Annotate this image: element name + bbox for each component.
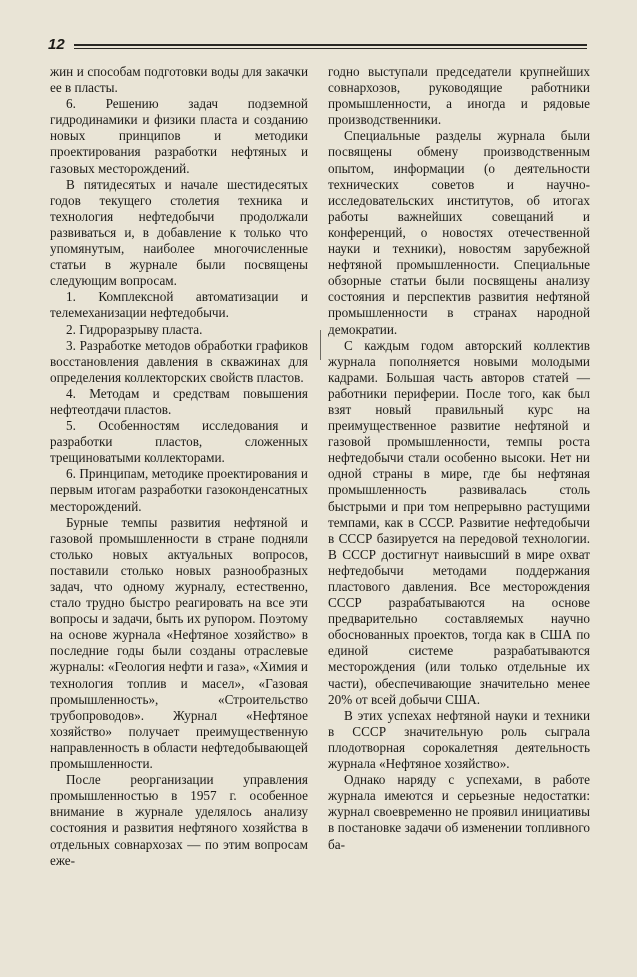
paragraph: Бурные темпы развития нефтяной и газовой промышленности в стране подняли столько новых актуальных вопросов, поставили столько новых разнообразных задач, что одному журналу, естественно, стало трудно быстро реагировать на все эти вопросы и задачи, быть их рупором. Поэтому на основе журнала «Нефтяное хозяйство» в последние годы были созданы отраслевые журналы: «Геология нефти и газа», «Химия и технология топлив и масел», «Газовая промышленность», «Строительство трубопроводов». Журнал «Нефтяное хозяйство» получает преимущественную направленность в области нефтедобывающей промышленности. [50, 514, 308, 772]
paragraph: 6. Решению задач подземной гидродинамики и физики пласта и созданию новых принципов и методики проектирования разработки нефтяных и газовых месторождений. [50, 96, 308, 176]
page-header [48, 36, 587, 56]
left-column [50, 64, 308, 869]
list-item: 3. Разработке методов обработки графиков восстановления давления в скважинах для определения коллекторских свойств пластов. [50, 337, 308, 385]
list-item: 4. Методам и средствам повышения нефтеотдачи пластов. [50, 385, 308, 417]
page-number: 12 [48, 36, 65, 53]
paragraph: Специальные разделы журнала были посвящены обмену производственным опытом, информации (о деятельности технических советов и научно-исследовательских институтов, об итогах работы важнейших совещаний и конференций, о новостях отечественной науки и техники), новостям зарубежной нефтяной промышленности. Специальные обзорные статьи были посвящены анализу состояния и перспектив развития нефтяной промышленности в странах народной демократии. [328, 128, 590, 337]
list-item: 6. Принципам, методике проектирования и первым итогам разработки газоконденсатных месторождений. [50, 466, 308, 514]
paragraph: С каждым годом авторский коллектив журнала пополняется новыми молодыми кадрами. Большая часть авторов статей — работники периферии. После того, как был взят новый правильный курс на преимущественное развитие нефтяной и газовой промышленности, темпы роста нефтедобычи стали особенно высоки. Нет ни одной страны в мире, где бы нефтяная промышленность развивалась столь быстрыми и при том непрерывно растущими темпами, как в СССР. Развитие нефтедобычи в СССР базируется на передовой технологии. В СССР достигнут наивысший в мире охват нефтедобычи методами поддержания пластового давления. Все месторождения СССР разрабатываются на основе предварительно составляемых научно обоснованных проектов, тогда как в США по единой системе разрабатываются месторождения (или только отдельные их части), обеспечивающие значительно менее 20% от всей добычи США. [328, 337, 590, 707]
list-item: 1. Комплексной автоматизации и телемеханизации нефтедобычи. [50, 289, 308, 321]
column-divider [320, 330, 321, 360]
paragraph: годно выступали председатели крупнейших совнархозов, руководящие работники промышленности, а иногда и рядовые производственники. [328, 64, 590, 128]
paragraph: После реорганизации управления промышленностью в 1957 г. особенное внимание в журнале уделялось анализу состояния и развития нефтяного хозяйства в отдельных совнархозах — по этим вопросам еже- [50, 772, 308, 868]
paragraph: жин и способам подготовки воды для закачки ее в пласты. [50, 64, 308, 96]
right-column [328, 64, 590, 853]
paragraph: В этих успехах нефтяной науки и техники в СССР значительную роль сыграла плодотворная сорокалетняя деятельность журнала «Нефтяное хозяйство». [328, 707, 590, 772]
paragraph: Однако наряду с успехами, в работе журнала имеются и серьезные недостатки: журнал своевременно не проявил инициативы в постановке задачи об изменении топливного ба- [328, 772, 590, 852]
header-rule [74, 44, 587, 46]
list-item: 2. Гидроразрыву пласта. [66, 321, 203, 337]
list-item: 5. Особенностям исследования и разработки пластов, сложенных трещиноватыми коллекторами. [50, 418, 308, 466]
header-rule-thin [74, 48, 587, 49]
paragraph: В пятидесятых и начале шестидесятых годов текущего столетия техника и технология нефтедобычи продолжали развиваться и, в добавление к только что упомянутым, наиболее многочисленные статьи в журнале были посвящены следующим вопросам. [50, 176, 308, 289]
